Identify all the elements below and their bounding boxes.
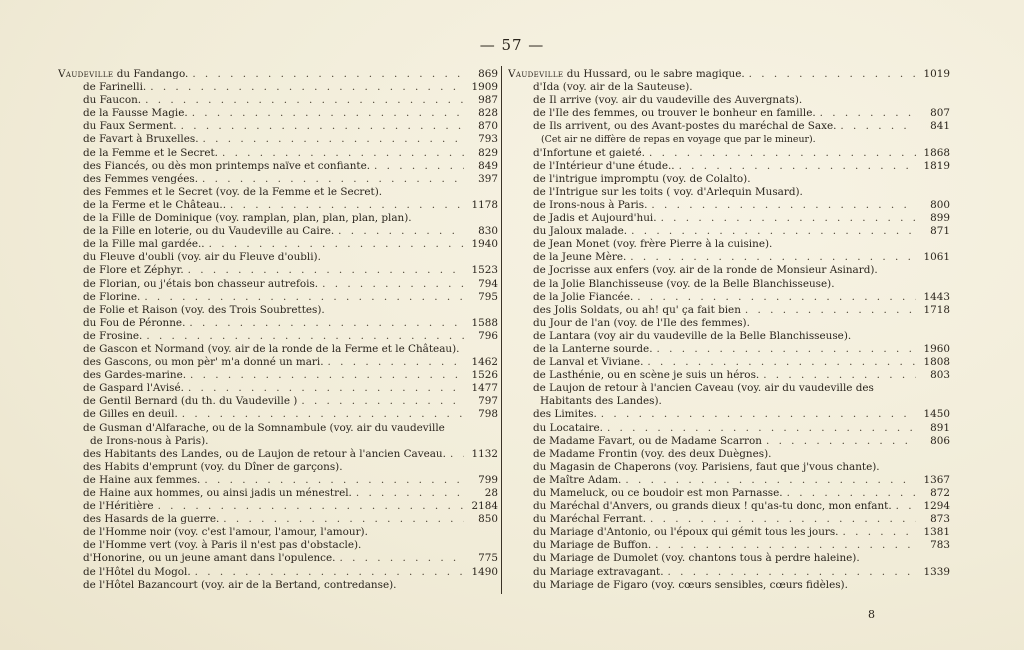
index-entry (508, 147, 950, 160)
index-entry (508, 356, 950, 369)
index-entry (508, 487, 950, 500)
index-entry (508, 238, 950, 251)
entry-title: de Flore et Zéphyr. (83, 264, 184, 277)
entry-number: 798 (478, 408, 498, 421)
entry-number: 1523 (471, 264, 498, 277)
index-entry (58, 552, 498, 565)
index-entry (508, 513, 950, 526)
index-entry (58, 199, 498, 212)
dot-leader (655, 539, 916, 552)
index-entry (508, 448, 950, 461)
entry-number: 807 (930, 107, 950, 120)
left-column (58, 68, 498, 592)
entry-title: du Jaloux malade. (533, 225, 628, 238)
dot-leader (630, 251, 916, 264)
entry-title: de Florian, ou j'étais bon chasseur autrefois. (83, 277, 319, 290)
dot-leader (657, 343, 917, 356)
index-entry (58, 500, 498, 513)
entry-title: de Gentil Bernard (du th. du Vaudeville ) (83, 395, 298, 408)
dot-leader (631, 225, 916, 238)
index-entry (508, 278, 950, 291)
entry-number: 987 (478, 94, 498, 107)
dot-leader (209, 238, 464, 251)
entry-number: 794 (478, 277, 498, 290)
index-entry (58, 330, 498, 343)
index-entry (58, 147, 498, 160)
entry-title: du Locataire. (533, 421, 603, 434)
entry-number: 869 (478, 68, 498, 80)
entry-title: de la Jolie Fiancée. (533, 290, 634, 303)
dot-leader (749, 68, 916, 81)
entry-number: 803 (930, 369, 950, 382)
entry-text: du Hussard, ou le sabre magique. (563, 68, 745, 80)
index-entry (508, 500, 950, 513)
index-entry (58, 94, 498, 107)
entry-title: de la Jolie Blanchisseuse (voy. de la Belle Blanchisseuse). (533, 277, 835, 290)
entry-number: 1462 (471, 356, 498, 369)
entry-title: du Mariage extravagant. (533, 565, 664, 578)
entry-title: du Maréchal d'Anvers, ou grands dieux ! qu'as-tu donc, mon enfant. (533, 500, 892, 513)
dot-leader (647, 356, 916, 369)
entry-title: d'Ida (voy. air de la Sauteuse). (533, 81, 693, 94)
index-entry (58, 133, 498, 146)
dot-leader (745, 304, 916, 317)
entry-title: du Magasin de Chaperons (voy. Parisiens, faut que j'vous chante). (533, 460, 880, 473)
index-entry (508, 526, 950, 539)
entry-title: du Faux Serment. (83, 120, 177, 133)
entry-title: du Maréchal Ferrant. (533, 513, 647, 526)
entry-title: des Femmes et le Secret (voy. de la Femme et le Secret). (83, 185, 383, 198)
dot-leader (356, 487, 464, 500)
index-entry (508, 186, 950, 199)
entry-title: de Gilles en deuil. (83, 408, 178, 421)
dot-leader (661, 212, 916, 225)
index-entry (508, 566, 950, 579)
entry-title: de Favart à Bruxelles. (83, 133, 199, 146)
entry-number: 1909 (471, 81, 498, 94)
entry-title: du Fou de Péronne. (83, 316, 186, 329)
entry-title: des Jolis Soldats, ou ah! qu' ça fait bien (533, 303, 741, 316)
entry-title: du Mameluck, ou ce boudoir est mon Parnasse. (533, 487, 783, 499)
entry-title: de Folie et Raison (voy. des Trois Soubrettes). (83, 303, 325, 316)
index-entry (508, 68, 950, 81)
dot-leader (230, 199, 464, 212)
entry-title: de Gascon et Normand (voy. air de la ronde de la Ferme et le Château). (83, 342, 460, 355)
index-entry (58, 566, 498, 579)
entry-title: de Jadis et Aujourd'hui. (533, 212, 657, 225)
index-entry (508, 304, 950, 317)
index-entry (508, 81, 950, 94)
entry-number: 1381 (923, 526, 950, 539)
right-column (508, 68, 950, 592)
dot-leader (896, 500, 916, 513)
entry-number: 1588 (471, 316, 498, 329)
entry-title: du Mariage d'Antonio, ou l'époux qui gémit tous les jours. (533, 526, 839, 539)
entry-number: 1367 (923, 473, 950, 486)
index-entry (508, 579, 950, 592)
entry-title: de Irons-nous à Paris). (90, 434, 209, 447)
entry-number: 870 (478, 120, 498, 133)
index-entry (58, 343, 498, 356)
entry-title: de l'Hôtel du Mogol. (83, 565, 191, 578)
entry-title: de l'Ile des femmes, ou trouver le bonheur en famille. (533, 107, 816, 120)
index-entry (58, 160, 498, 173)
entry-number: 1868 (923, 146, 950, 159)
index-entry (508, 408, 950, 421)
entry-title: des Gascons, ou mon pèr' m'a donné un mari. (83, 356, 324, 369)
entry-title: de la Fille en loterie, ou du Vaudeville au Caire. (83, 225, 335, 238)
entry-number: 796 (478, 329, 498, 342)
dot-leader (192, 107, 464, 120)
dot-leader (158, 500, 464, 513)
entry-number: 1061 (923, 251, 950, 264)
dot-leader (204, 474, 464, 487)
entry-title: de la Femme et le Secret. (83, 146, 218, 159)
dot-leader (188, 264, 464, 277)
dot-leader (649, 147, 916, 160)
dot-leader (202, 173, 464, 186)
index-entry (508, 173, 950, 186)
dot-leader (188, 382, 464, 395)
index-entry (58, 173, 498, 186)
dot-leader (150, 81, 464, 94)
index-entry (58, 120, 498, 133)
entry-number: 797 (478, 395, 498, 408)
entry-title: du Mariage de Dumolet (voy. chantons tous à perdre haleine). (533, 552, 860, 565)
entry-title: de l'Homme noir (voy. c'est l'amour, l'amour, l'amour). (83, 526, 368, 539)
index-entry (58, 395, 498, 408)
index-entry (58, 107, 498, 120)
entry-title: de Maître Adam. (533, 473, 622, 486)
entry-number: 793 (478, 133, 498, 146)
index-entry (58, 474, 498, 487)
index-entry (58, 304, 498, 317)
entry-number: 1477 (471, 382, 498, 395)
entry-title: de la Ferme et le Château.. (83, 198, 227, 211)
dot-leader (374, 160, 464, 173)
entry-title: de Laujon de retour à l'ancien Caveau (voy. air du vaudeville des (533, 382, 874, 395)
dot-leader (203, 133, 464, 146)
index-entry (58, 435, 498, 448)
dot-leader (189, 317, 464, 330)
entry-title: du Jour de l'an (voy. de l'Ile des femmes). (533, 316, 750, 329)
index-entry (508, 422, 950, 435)
entry-title: des Gardes-marine. (83, 369, 187, 382)
index-entry (58, 461, 498, 474)
index-entry (58, 68, 498, 81)
dot-leader (145, 94, 464, 107)
index-entry (58, 356, 498, 369)
entry-title: du Mariage de Buffon. (533, 539, 652, 552)
entry-title: de la Fille de Dominique (voy. ramplan, plan, plan, plan, plan). (83, 212, 412, 225)
entry-title: de l'Intérieur d'une étude.. (533, 159, 675, 172)
dot-leader (650, 513, 916, 526)
index-entry (508, 291, 950, 304)
entry-number: 850 (478, 513, 498, 526)
entry-title: de Gusman d'Alfarache, ou de la Somnambule (voy. air du vaudeville (83, 421, 445, 434)
entry-title: de Jean Monet (voy. frère Pierre à la cuisine). (533, 238, 773, 251)
entry-number: 1450 (923, 408, 950, 421)
entry-title: d'Honorine, ou un jeune amant dans l'opulence. (83, 552, 336, 565)
index-entry (508, 552, 950, 565)
entry-number: 28 (484, 487, 498, 499)
dot-leader (651, 199, 916, 212)
entry-title: du Mariage de Figaro (voy. cœurs sensibles, cœurs fidèles). (533, 578, 848, 591)
entry-number: 775 (478, 552, 498, 565)
index-entry (508, 251, 950, 264)
entry-title: de Lanval et Viviane. (533, 356, 644, 369)
entry-title: des Habitants des Landes, ou de Laujon de retour à l'ancien Caveau. (83, 447, 446, 460)
entry-title: de Gaspard l'Avisé. (83, 382, 184, 395)
entry-title: de Irons-nous à Paris. (533, 198, 648, 211)
index-entry (58, 579, 498, 592)
entry-number: 1808 (923, 356, 950, 369)
entry-number: 783 (930, 539, 950, 552)
entry-title: de Ils arrivent, ou des Avant-postes du maréchal de Saxe. (533, 120, 837, 133)
index-entry (508, 120, 950, 133)
index-entry (508, 461, 950, 474)
entry-title: du Faucon. (83, 94, 142, 107)
entry-heading: Vaudeville (58, 68, 114, 80)
entry-number: 1960 (923, 342, 950, 355)
index-entry (508, 395, 950, 408)
dot-leader (601, 408, 916, 421)
entry-title: de l'Hôtel Bazancourt (voy. air de la Bertand, contredanse). (83, 578, 397, 591)
entry-title: Habitants des Landes). (540, 395, 662, 408)
entry-title: de Lasthénie, ou en scène je suis un héros. (533, 369, 760, 382)
entry-title: des Femmes vengées. (83, 172, 199, 185)
entry-number: 1132 (471, 447, 498, 460)
index-entry (508, 264, 950, 277)
dot-leader (222, 147, 464, 160)
index-entry (508, 539, 950, 552)
dot-leader (144, 291, 464, 304)
index-entry (58, 81, 498, 94)
entry-number: 1178 (471, 198, 498, 211)
index-entry (508, 107, 950, 120)
index-entry (508, 212, 950, 225)
index-entry (508, 330, 950, 343)
index-entry (58, 238, 498, 251)
entry-title: de Lantara (voy air du vaudeville de la Belle Blanchisseuse). (533, 329, 852, 342)
index-entry (58, 186, 498, 199)
index-entry (58, 317, 498, 330)
index-entry (508, 474, 950, 487)
entry-number: 1490 (471, 565, 498, 578)
index-entry (58, 278, 498, 291)
entry-title: de Il arrive (voy. air du vaudeville des Auvergnats). (533, 94, 803, 107)
dot-leader (328, 356, 464, 369)
dot-leader (787, 487, 916, 500)
dot-leader (182, 408, 464, 421)
dot-leader (192, 68, 464, 81)
index-entry (58, 251, 498, 264)
entry-title: des Limites. (533, 408, 597, 421)
entry-number: 899 (930, 212, 950, 225)
entry-number: 397 (478, 172, 498, 185)
index-entry (58, 513, 498, 526)
index-entry (58, 212, 498, 225)
index-entry (508, 382, 950, 395)
entry-number: 872 (930, 487, 950, 499)
dot-leader (338, 225, 464, 238)
entry-title: de la Fille mal gardée.. (83, 238, 205, 251)
entry-number: 799 (478, 473, 498, 486)
entry-number: 1443 (923, 290, 950, 303)
entry-title: de l'Homme vert (voy. à Paris il n'est pas d'obstacle). (83, 539, 362, 552)
dot-leader (181, 120, 464, 133)
dot-leader (223, 513, 464, 526)
entry-number: 829 (478, 146, 498, 159)
entry-number: 806 (930, 434, 950, 447)
entry-title: de Frosine. (83, 329, 143, 342)
entry-title: de Jocrisse aux enfers (voy. air de la ronde de Monsieur Asinard). (533, 264, 878, 277)
index-entry (508, 369, 950, 382)
page-number: — 57 — (479, 36, 545, 54)
entry-number: 871 (930, 225, 950, 238)
entry-title: de Haine aux femmes. (83, 473, 201, 486)
entry-number: 795 (478, 290, 498, 303)
entry-number: 1718 (923, 303, 950, 316)
dot-leader (301, 395, 464, 408)
dot-leader (625, 474, 916, 487)
dot-leader (842, 526, 916, 539)
index-entry (58, 369, 498, 382)
index-entry (508, 94, 950, 107)
dot-leader (820, 107, 916, 120)
index-entry (58, 382, 498, 395)
index-entry (508, 435, 950, 448)
entry-title: de l'Intrigue sur les toits ( voy. d'Arlequin Musard). (533, 185, 803, 198)
dot-leader (450, 448, 464, 461)
column-divider (501, 66, 502, 594)
entry-title: du Fleuve d'oubli (voy. air du Fleuve d'oubli). (83, 251, 321, 264)
dot-leader (607, 422, 916, 435)
index-entry (58, 225, 498, 238)
entry-number: 1339 (923, 565, 950, 578)
entry-title: des Hasards de la guerre. (83, 513, 220, 526)
dot-leader (637, 291, 916, 304)
dot-leader (763, 369, 916, 382)
dot-leader (668, 566, 917, 579)
dot-leader (190, 369, 464, 382)
entry-title (508, 68, 745, 81)
dot-leader (322, 278, 464, 291)
signature-mark: 8 (868, 608, 875, 621)
entry-number: 1819 (923, 159, 950, 172)
entry-number: 828 (478, 107, 498, 120)
entry-title: des Fiancés, ou dès mon printemps naïve et confiante. (83, 159, 371, 172)
entry-title: (Cet air ne diffère de repas en voyage que par le mineur). (541, 134, 816, 146)
index-entry (58, 291, 498, 304)
index-entry (58, 487, 498, 500)
entry-title: de l'intrigue impromptu (voy. de Colalto). (533, 172, 751, 185)
entry-number: 2184 (471, 500, 498, 513)
entry-title: de l'Héritière (83, 500, 154, 513)
entry-title: de Madame Favart, ou de Madame Scarron (533, 434, 762, 447)
index-entry (58, 526, 498, 539)
dot-leader (840, 120, 916, 133)
entry-title: d'Infortune et gaieté. (533, 146, 645, 159)
dot-leader (766, 435, 916, 448)
index-entry (58, 408, 498, 421)
entry-title: de Haine aux hommes, ou ainsi jadis un ménestrel. (83, 487, 352, 499)
index-entry (58, 448, 498, 461)
index-entry (58, 539, 498, 552)
entry-title (58, 68, 188, 81)
index-entry (508, 317, 950, 330)
index-entry (58, 422, 498, 435)
index-entry (508, 133, 950, 146)
entry-title: de Farinelli. (83, 81, 147, 94)
entry-title: de Florine. (83, 290, 141, 303)
entry-number: 873 (930, 513, 950, 526)
dot-leader (146, 330, 464, 343)
entry-title: de Madame Frontin (voy. des deux Duègnes). (533, 447, 772, 460)
entry-number: 800 (930, 198, 950, 211)
index-entry (508, 225, 950, 238)
entry-number: 830 (478, 225, 498, 238)
entry-number: 1294 (923, 500, 950, 513)
entry-number: 1940 (471, 238, 498, 251)
dot-leader (195, 566, 464, 579)
entry-title: de la Lanterne sourde. (533, 342, 653, 355)
entry-number: 1019 (923, 68, 950, 80)
dot-leader (679, 160, 916, 173)
index-entry (508, 343, 950, 356)
entry-number: 891 (930, 421, 950, 434)
dot-leader (339, 552, 464, 565)
entry-number: 1526 (471, 369, 498, 382)
index-entry (58, 264, 498, 277)
entry-text: du Fandango. (113, 68, 189, 80)
entry-title: des Habits d'emprunt (voy. du Dîner de garçons). (83, 460, 343, 473)
entry-title: de la Jeune Mère. (533, 251, 627, 264)
index-entry (508, 199, 950, 212)
entry-title: de la Fausse Magie. (83, 107, 188, 120)
entry-number: 841 (930, 120, 950, 133)
index-entry (508, 160, 950, 173)
entry-heading: Vaudeville (508, 68, 564, 80)
entry-number: 849 (478, 159, 498, 172)
